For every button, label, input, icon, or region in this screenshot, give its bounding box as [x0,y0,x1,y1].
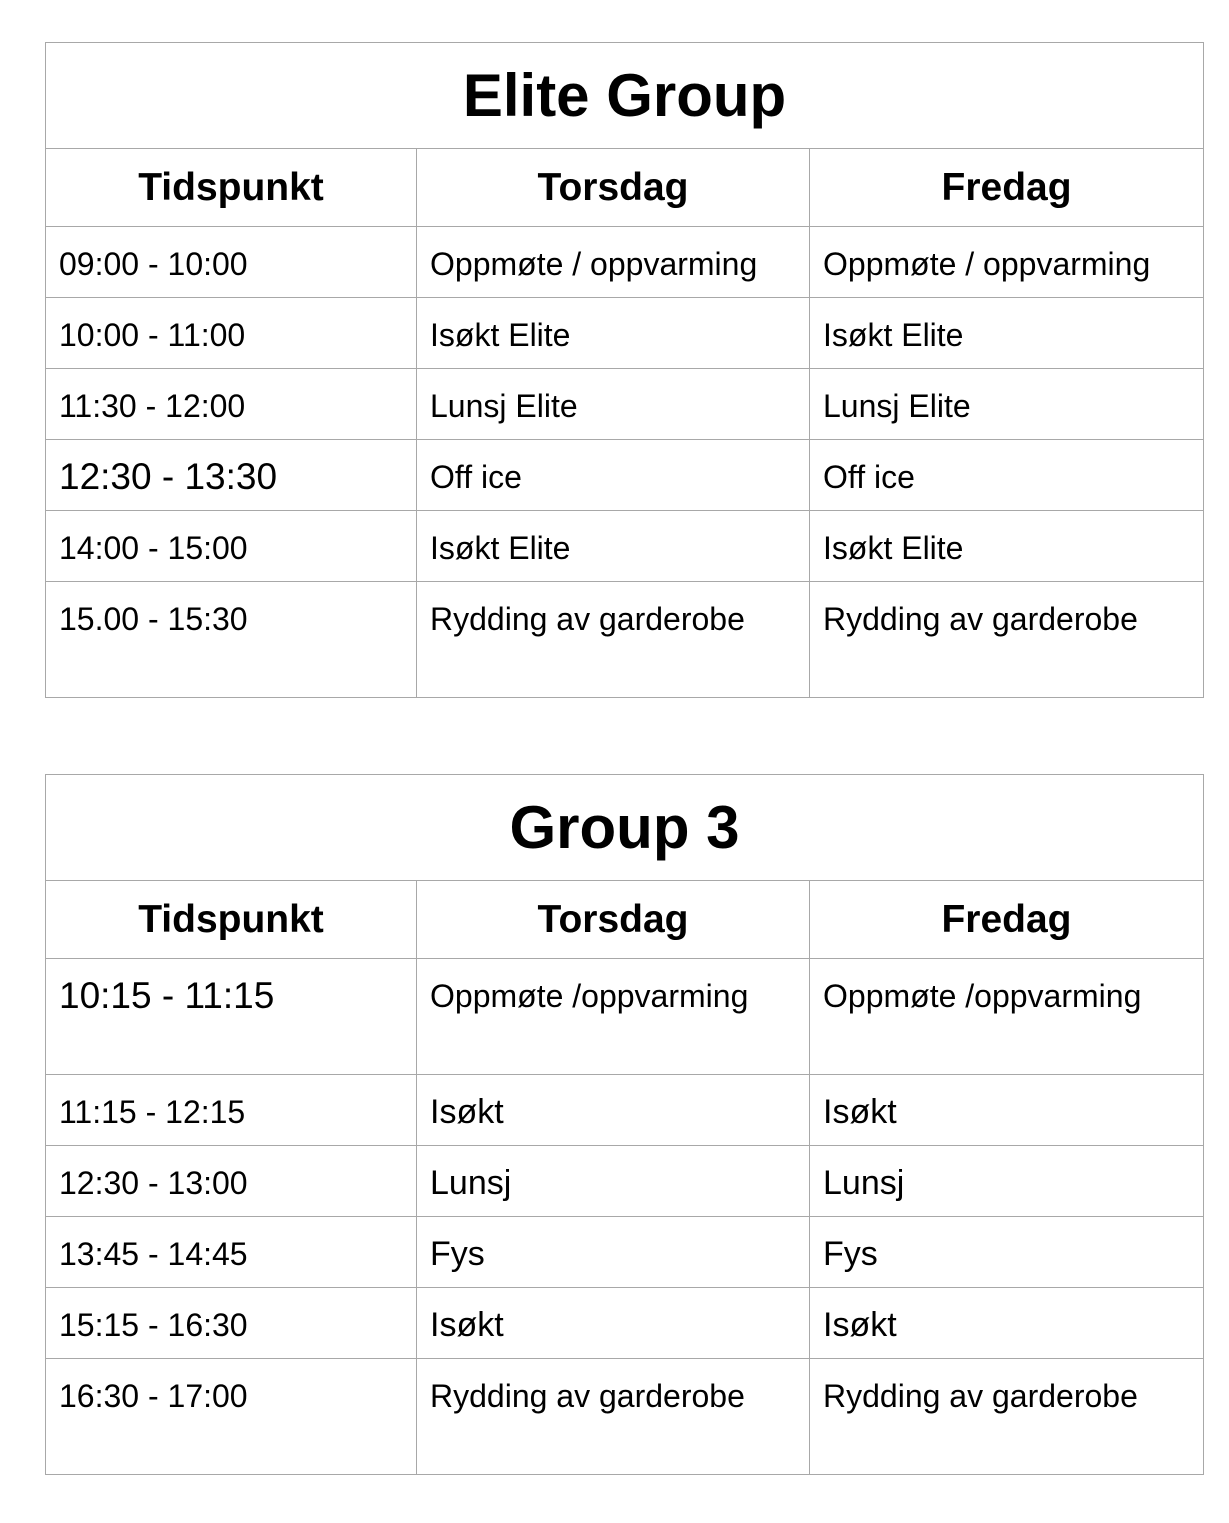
thursday-cell: Rydding av garderobe [417,1359,810,1475]
time-cell: 15.00 - 15:30 [46,582,417,698]
friday-cell: Isøkt Elite [810,511,1204,582]
friday-cell: Isøkt Elite [810,298,1204,369]
table-row [46,227,1204,298]
table-row [46,1288,1204,1359]
column-header-time: Tidspunkt [46,149,417,227]
table-header-row [46,881,1204,959]
table-row [46,582,1204,698]
table-title: Elite Group [46,43,1204,149]
time-cell: 16:30 - 17:00 [46,1359,417,1475]
table-header-row [46,149,1204,227]
table-row [46,1146,1204,1217]
thursday-cell: Off ice [417,440,810,511]
thursday-cell: Lunsj [417,1146,810,1217]
thursday-cell: Oppmøte /oppvarming [417,959,810,1075]
time-cell: 11:15 - 12:15 [46,1075,417,1146]
time-cell: 13:45 - 14:45 [46,1217,417,1288]
thursday-cell: Oppmøte / oppvarming [417,227,810,298]
table-row [46,369,1204,440]
elite-group-table [45,42,1204,698]
friday-cell: Fys [810,1217,1204,1288]
thursday-cell: Isøkt Elite [417,511,810,582]
friday-cell: Isøkt [810,1288,1204,1359]
friday-cell: Isøkt [810,1075,1204,1146]
time-cell: 11:30 - 12:00 [46,369,417,440]
table-title-row [46,775,1204,881]
friday-cell: Lunsj [810,1146,1204,1217]
thursday-cell: Isøkt [417,1075,810,1146]
friday-cell: Off ice [810,440,1204,511]
friday-cell: Rydding av garderobe [810,582,1204,698]
friday-cell: Lunsj Elite [810,369,1204,440]
column-header-friday: Fredag [810,881,1204,959]
friday-cell: Oppmøte /oppvarming [810,959,1204,1075]
table-row [46,959,1204,1075]
table-row [46,1217,1204,1288]
table-row [46,511,1204,582]
friday-cell: Rydding av garderobe [810,1359,1204,1475]
time-cell: 12:30 - 13:30 [46,440,417,511]
column-header-thursday: Torsdag [417,149,810,227]
friday-cell: Oppmøte / oppvarming [810,227,1204,298]
time-cell: 15:15 - 16:30 [46,1288,417,1359]
thursday-cell: Isøkt Elite [417,298,810,369]
thursday-cell: Lunsj Elite [417,369,810,440]
time-cell: 10:15 - 11:15 [46,959,417,1075]
thursday-cell: Isøkt [417,1288,810,1359]
time-cell: 09:00 - 10:00 [46,227,417,298]
time-cell: 14:00 - 15:00 [46,511,417,582]
table-row [46,298,1204,369]
time-cell: 12:30 - 13:00 [46,1146,417,1217]
column-header-thursday: Torsdag [417,881,810,959]
table-row [46,1359,1204,1475]
thursday-cell: Fys [417,1217,810,1288]
table-title-row [46,43,1204,149]
time-cell: 10:00 - 11:00 [46,298,417,369]
table-row [46,440,1204,511]
thursday-cell: Rydding av garderobe [417,582,810,698]
table-row [46,1075,1204,1146]
column-header-time: Tidspunkt [46,881,417,959]
group-3-table [45,774,1204,1475]
column-header-friday: Fredag [810,149,1204,227]
table-title: Group 3 [46,775,1204,881]
